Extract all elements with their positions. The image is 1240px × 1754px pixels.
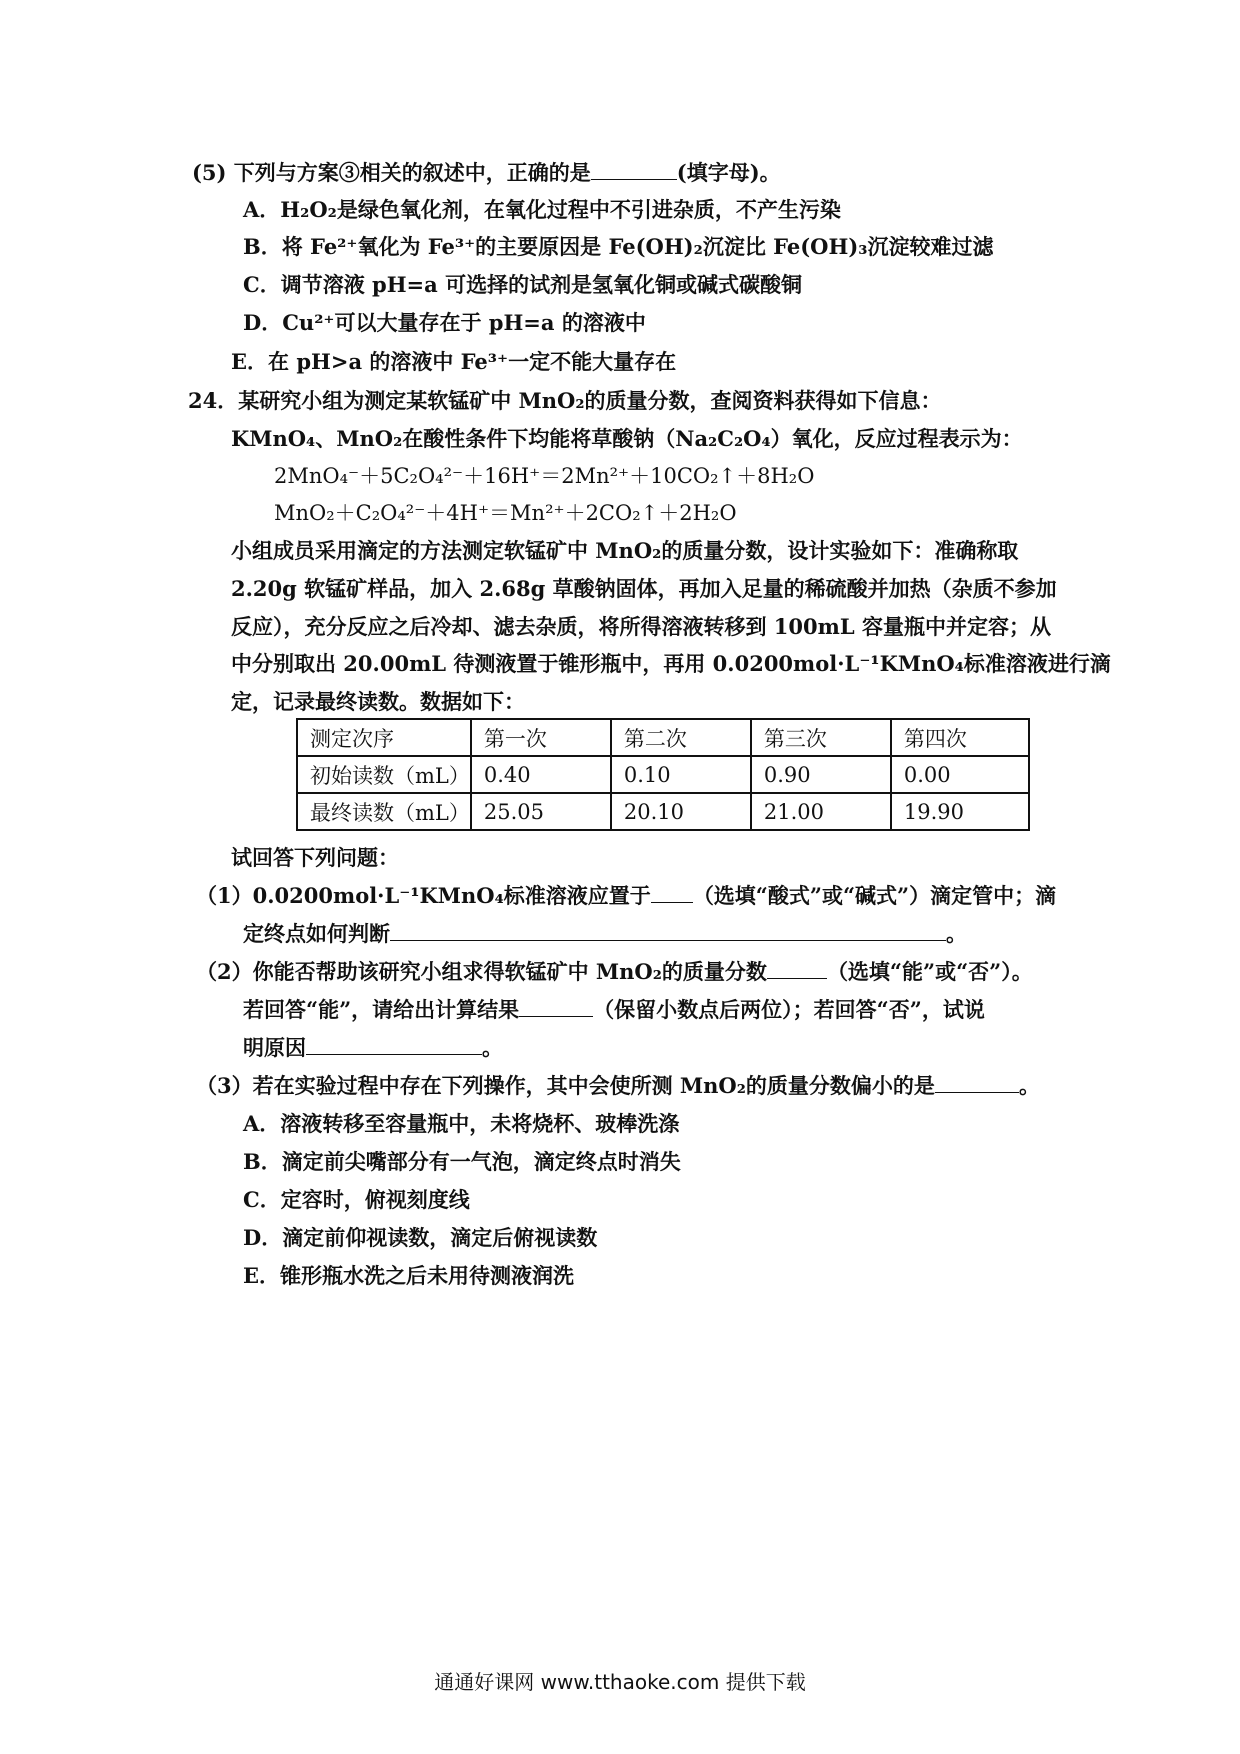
table-row	[297, 756, 1029, 793]
sub-question-3-text: （3）若在实验过程中存在下列操作，其中会使所测 MnO₂的质量分数偏小的是	[196, 1073, 935, 1098]
answer-blank[interactable]	[591, 159, 677, 180]
q24-para-line-5: 定，记录最终读数。数据如下：	[231, 689, 525, 714]
answer-blank[interactable]	[935, 1072, 1019, 1093]
sub-question-3-option-e: E．锥形瓶水洗之后未用待测液润洗	[243, 1263, 575, 1288]
q24-info: KMnO₄、MnO₂在酸性条件下均能将草酸钠（Na₂C₂O₄）氧化，反应过程表示为：	[231, 426, 1023, 451]
sub-question-2-line-2	[243, 996, 985, 1024]
sub-question-1-line-2	[243, 920, 967, 948]
q5-option-b: B．将 Fe²⁺氧化为 Fe³⁺的主要原因是 Fe(OH)₂沉淀比 Fe(OH)₃沉淀较难过滤	[243, 234, 994, 259]
answer-blank[interactable]	[306, 1034, 482, 1055]
sub-question-3	[196, 1072, 1040, 1100]
q5-option-d: D．Cu²⁺可以大量存在于 pH=a 的溶液中	[243, 310, 646, 335]
sub-question-3-option-b: B．滴定前尖嘴部分有一气泡，滴定终点时消失	[243, 1149, 681, 1174]
table-cell: 21.00	[751, 793, 891, 830]
sub-question-1-text-3: 定终点如何判断	[243, 921, 390, 946]
sub-question-1-text: （1）0.0200mol·L⁻¹KMnO₄标准溶液应置于	[196, 883, 651, 908]
q5-stem	[192, 159, 781, 187]
table-cell: 19.90	[891, 793, 1029, 830]
period: 。	[1018, 1073, 1040, 1098]
table-header-cell: 第三次	[751, 719, 891, 756]
q24-para-line-3: 反应），充分反应之后冷却、滤去杂质，将所得溶液转移到 100mL 容量瓶中并定容；从	[231, 614, 1051, 639]
sub-question-1-text-2: （选填“酸式”或“碱式”）滴定管中；滴	[692, 883, 1057, 908]
table-cell: 初始读数（mL）	[297, 756, 471, 793]
sub-question-2-text-5: 明原因	[243, 1035, 306, 1060]
table-header-cell: 第一次	[471, 719, 611, 756]
answer-blank[interactable]	[651, 882, 693, 903]
answer-blank[interactable]	[767, 958, 827, 979]
q5-option-c: C．调节溶液 pH=a 可选择的试剂是氢氧化铜或碱式碳酸铜	[243, 272, 803, 297]
sub-question-2-text: （2）你能否帮助该研究小组求得软锰矿中 MnO₂的质量分数	[196, 959, 767, 984]
table-row	[297, 793, 1029, 830]
answer-blank[interactable]	[390, 920, 946, 941]
sub-question-3-option-c: C．定容时，俯视刻度线	[243, 1187, 470, 1212]
q5-stem-tail: (填字母)。	[676, 160, 781, 185]
table-cell: 20.10	[611, 793, 751, 830]
table-cell: 0.90	[751, 756, 891, 793]
questions-heading: 试回答下列问题：	[231, 845, 399, 870]
q5-option-a: A．H₂O₂是绿色氧化剂，在氧化过程中不引进杂质，不产生污染	[243, 197, 841, 222]
table-header-cell: 第四次	[891, 719, 1029, 756]
equation-1: 2MnO₄⁻＋5C₂O₄²⁻＋16H⁺＝2Mn²⁺＋10CO₂↑＋8H₂O	[274, 464, 815, 488]
table-cell: 25.05	[471, 793, 611, 830]
answer-blank[interactable]	[519, 996, 593, 1017]
q5-stem-text: (5) 下列与方案③相关的叙述中，正确的是	[192, 160, 591, 185]
q24-para-line-1: 小组成员采用滴定的方法测定软锰矿中 MnO₂的质量分数，设计实验如下：准确称取	[231, 538, 1019, 563]
equation-2: MnO₂＋C₂O₄²⁻＋4H⁺＝Mn²⁺＋2CO₂↑＋2H₂O	[274, 501, 737, 525]
period: 。	[482, 1035, 503, 1060]
sub-question-2-text-2: （选填“能”或“否”）。	[826, 959, 1033, 984]
sub-question-2-text-3: 若回答“能”，请给出计算结果	[243, 997, 520, 1022]
table-header-cell: 测定次序	[297, 719, 471, 756]
titration-data-table	[296, 718, 1030, 831]
q24-para-line-4: 中分别取出 20.00mL 待测液置于锥形瓶中，再用 0.0200mol·L⁻¹KMnO₄标准溶液进行滴	[231, 651, 1111, 676]
q24-para-line-2: 2.20g 软锰矿样品，加入 2.68g 草酸钠固体，再加入足量的稀硫酸并加热（杂质不参加	[231, 576, 1057, 601]
table-header-row	[297, 719, 1029, 756]
sub-question-3-option-d: D．滴定前仰视读数，滴定后俯视读数	[243, 1225, 598, 1250]
period: 。	[946, 921, 967, 946]
sub-question-2	[196, 958, 1033, 986]
table-cell: 0.00	[891, 756, 1029, 793]
table-cell: 0.10	[611, 756, 751, 793]
table-cell: 0.40	[471, 756, 611, 793]
sub-question-1	[196, 882, 1056, 910]
sub-question-3-option-a: A．溶液转移至容量瓶中，未将烧杯、玻棒洗涤	[243, 1111, 680, 1136]
table-header-cell: 第二次	[611, 719, 751, 756]
q24-intro: 24．某研究小组为测定某软锰矿中 MnO₂的质量分数，查阅资料获得如下信息：	[188, 388, 942, 413]
q5-option-e: E．在 pH>a 的溶液中 Fe³⁺一定不能大量存在	[231, 349, 677, 374]
table-cell: 最终读数（mL）	[297, 793, 471, 830]
sub-question-2-text-4: （保留小数点后两位）；若回答“否”，试说	[593, 997, 985, 1022]
sub-question-2-line-3	[243, 1034, 503, 1062]
page-footer: 通通好课网 www.tthaoke.com 提供下载	[434, 1670, 806, 1694]
